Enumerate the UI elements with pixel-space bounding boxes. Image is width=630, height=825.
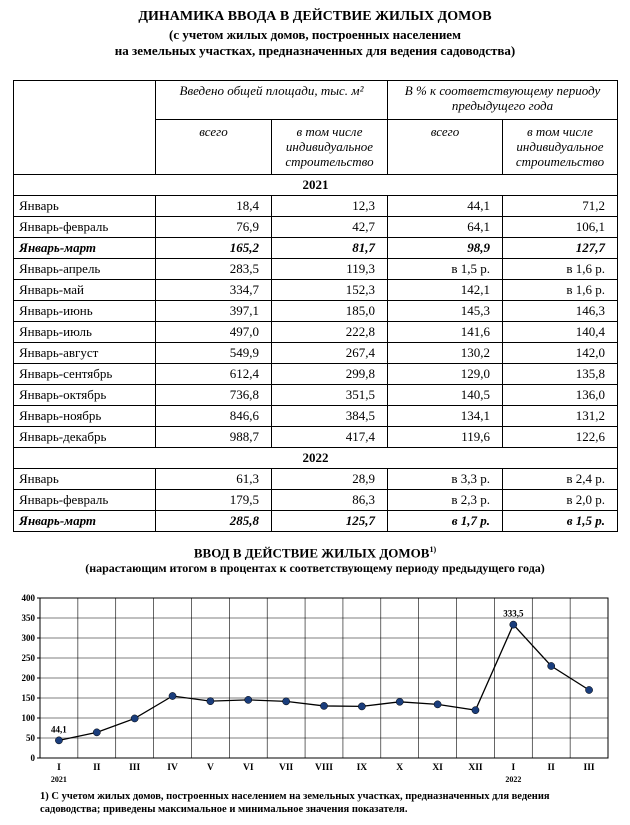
data-point	[472, 707, 479, 714]
x-tick-label: IX	[356, 763, 368, 773]
table-row	[14, 322, 618, 343]
table-cell-a: 76,9	[156, 217, 272, 238]
data-point	[396, 698, 403, 705]
footnote-mark: 1)	[429, 545, 437, 554]
y-tick-label: 100	[21, 713, 35, 723]
table-cell-b: 222,8	[272, 322, 388, 343]
table-row	[14, 301, 618, 322]
table-cell-period: Январь-февраль	[14, 217, 156, 238]
table-cell-period: Январь-март	[14, 511, 156, 532]
x-tick-label: XI	[432, 763, 443, 773]
data-label: 44,1	[51, 724, 67, 735]
table-row	[14, 343, 618, 364]
chart-subtitle: (нарастающим итогом в процентах к соответствующему периоду предыдущего года)	[85, 561, 545, 575]
line-chart	[8, 588, 622, 788]
table-cell-c: в 3,3 р.	[388, 469, 503, 490]
table-cell-a: 549,9	[156, 343, 272, 364]
table-cell-b: 125,7	[272, 511, 388, 532]
table-cell-a: 612,4	[156, 364, 272, 385]
table-cell-d: в 1,5 р.	[503, 511, 618, 532]
year-label: 2022	[14, 448, 618, 469]
table-cell-d: 146,3	[503, 301, 618, 322]
header-blank	[14, 81, 156, 175]
table-cell-period: Январь-сентябрь	[14, 364, 156, 385]
table-cell-b: 417,4	[272, 427, 388, 448]
x-tick-label: VII	[279, 763, 294, 773]
data-point	[131, 715, 138, 722]
table-cell-d: в 2,4 р.	[503, 469, 618, 490]
footnote: 1) С учетом жилых домов, построенных населением на земельных участках, предназначенных для ведения садоводства; приведены максимальное и минимальное значения показателя.	[40, 791, 550, 815]
table-cell-d: 136,0	[503, 385, 618, 406]
table-row	[14, 406, 618, 427]
table-cell-period: Январь	[14, 196, 156, 217]
data-point	[55, 737, 62, 744]
chart-title	[0, 545, 630, 561]
table-row	[14, 427, 618, 448]
year-row-2021	[14, 175, 618, 196]
y-tick-label: 150	[21, 693, 35, 703]
table-cell-d: 131,2	[503, 406, 618, 427]
table-row	[14, 385, 618, 406]
table-cell-c: 140,5	[388, 385, 503, 406]
table-cell-a: 18,4	[156, 196, 272, 217]
x-tick-label: VIII	[315, 763, 333, 773]
table-cell-b: 119,3	[272, 259, 388, 280]
table-row	[14, 490, 618, 511]
y-tick-label: 50	[26, 733, 35, 743]
page-title: ДИНАМИКА ВВОДА В ДЕЙСТВИЕ ЖИЛЫХ ДОМОВ	[138, 9, 492, 24]
table-cell-d: 135,8	[503, 364, 618, 385]
y-tick-label: 350	[21, 613, 35, 623]
table-cell-c: 134,1	[388, 406, 503, 427]
header-individual-pct: в том числе индивидуальное строительство	[503, 120, 618, 175]
table-cell-d: в 2,0 р.	[503, 490, 618, 511]
table-cell-period: Январь-август	[14, 343, 156, 364]
table-cell-c: 130,2	[388, 343, 503, 364]
table-cell-period: Январь-апрель	[14, 259, 156, 280]
table-cell-d: 71,2	[503, 196, 618, 217]
table-row	[14, 469, 618, 490]
table-cell-b: 28,9	[272, 469, 388, 490]
data-point	[283, 698, 290, 705]
table-cell-period: Январь-февраль	[14, 490, 156, 511]
data-point	[548, 662, 555, 669]
table-row	[14, 511, 618, 532]
table-cell-a: 736,8	[156, 385, 272, 406]
chart-title-text: ВВОД В ДЕЙСТВИЕ ЖИЛЫХ ДОМОВ	[193, 545, 430, 561]
year-label: 2021	[14, 175, 618, 196]
series-line	[59, 625, 589, 741]
table-cell-b: 42,7	[272, 217, 388, 238]
data-point	[320, 702, 327, 709]
table-cell-c: в 1,5 р.	[388, 259, 503, 280]
data-point	[93, 729, 100, 736]
table-cell-b: 267,4	[272, 343, 388, 364]
table-header-group	[14, 81, 618, 120]
x-tick-label: III	[129, 763, 141, 773]
table-cell-d: 140,4	[503, 322, 618, 343]
data-point	[207, 698, 214, 705]
table-cell-c: 98,9	[388, 238, 503, 259]
data-point	[358, 703, 365, 710]
page-subtitle-2: на земельных участках, предназначенных для ведения садоводства)	[114, 43, 516, 58]
x-tick-label: VI	[242, 763, 254, 773]
x-tick-label: XII	[468, 763, 483, 773]
table-cell-a: 497,0	[156, 322, 272, 343]
table-cell-period: Январь-ноябрь	[14, 406, 156, 427]
x-tick-label: III	[583, 763, 595, 773]
table-row	[14, 196, 618, 217]
table-cell-period: Январь-март	[14, 238, 156, 259]
table-cell-b: 81,7	[272, 238, 388, 259]
table-cell-a: 283,5	[156, 259, 272, 280]
table-cell-a: 165,2	[156, 238, 272, 259]
table-cell-b: 185,0	[272, 301, 388, 322]
y-tick-label: 400	[21, 593, 35, 603]
table-cell-c: 145,3	[388, 301, 503, 322]
table-cell-c: в 2,3 р.	[388, 490, 503, 511]
x-tick-label: X	[396, 763, 404, 773]
table-row	[14, 280, 618, 301]
table-cell-b: 299,8	[272, 364, 388, 385]
x-year-label: 2021	[50, 775, 67, 784]
housing-table	[13, 80, 618, 532]
table-cell-a: 397,1	[156, 301, 272, 322]
y-tick-label: 250	[21, 653, 35, 663]
table-cell-period: Январь-июль	[14, 322, 156, 343]
x-tick-label: I	[57, 763, 61, 773]
data-point	[585, 686, 592, 693]
table-cell-d: 106,1	[503, 217, 618, 238]
table-cell-c: 44,1	[388, 196, 503, 217]
table-row	[14, 238, 618, 259]
table-row	[14, 259, 618, 280]
data-point	[245, 696, 252, 703]
x-year-label: 2022	[505, 775, 522, 784]
table-cell-c: 141,6	[388, 322, 503, 343]
data-label: 333,5	[503, 608, 524, 619]
x-tick-label: IV	[167, 763, 178, 773]
x-tick-label: II	[93, 763, 101, 773]
header-total: всего	[156, 120, 272, 175]
table-cell-a: 61,3	[156, 469, 272, 490]
table-cell-period: Январь-май	[14, 280, 156, 301]
table-cell-d: в 1,6 р.	[503, 259, 618, 280]
table-cell-a: 179,5	[156, 490, 272, 511]
table-cell-b: 86,3	[272, 490, 388, 511]
data-point	[510, 621, 517, 628]
table-cell-d: в 1,6 р.	[503, 280, 618, 301]
x-tick-label: V	[206, 763, 214, 773]
table-cell-period: Январь-июнь	[14, 301, 156, 322]
table-cell-period: Январь	[14, 469, 156, 490]
x-tick-label: II	[547, 763, 555, 773]
y-tick-label: 300	[21, 633, 35, 643]
table-row	[14, 217, 618, 238]
header-percent-group: В % к соответствующему периоду предыдущего года	[388, 81, 618, 120]
table-cell-b: 384,5	[272, 406, 388, 427]
table-cell-b: 152,3	[272, 280, 388, 301]
table-cell-d: 142,0	[503, 343, 618, 364]
data-point	[169, 692, 176, 699]
data-point	[434, 701, 441, 708]
table-cell-c: 119,6	[388, 427, 503, 448]
table-cell-c: 142,1	[388, 280, 503, 301]
table-cell-d: 127,7	[503, 238, 618, 259]
header-total-pct: всего	[388, 120, 503, 175]
table-cell-a: 988,7	[156, 427, 272, 448]
table-cell-b: 12,3	[272, 196, 388, 217]
table-cell-b: 351,5	[272, 385, 388, 406]
y-tick-label: 0	[30, 753, 35, 763]
table-row	[14, 364, 618, 385]
table-cell-period: Январь-октябрь	[14, 385, 156, 406]
table-cell-c: в 1,7 р.	[388, 511, 503, 532]
page-subtitle-1: (с учетом жилых домов, построенных населением	[169, 27, 461, 42]
table-cell-a: 334,7	[156, 280, 272, 301]
year-row-2022	[14, 448, 618, 469]
table-cell-c: 64,1	[388, 217, 503, 238]
table-cell-a: 846,6	[156, 406, 272, 427]
table-cell-period: Январь-декабрь	[14, 427, 156, 448]
table-cell-a: 285,8	[156, 511, 272, 532]
header-individual: в том числе индивидуальное строительство	[272, 120, 388, 175]
header-area-group: Введено общей площади, тыс. м²	[156, 81, 388, 120]
y-tick-label: 200	[21, 673, 35, 683]
table-cell-c: 129,0	[388, 364, 503, 385]
x-tick-label: I	[511, 763, 516, 773]
table-cell-d: 122,6	[503, 427, 618, 448]
